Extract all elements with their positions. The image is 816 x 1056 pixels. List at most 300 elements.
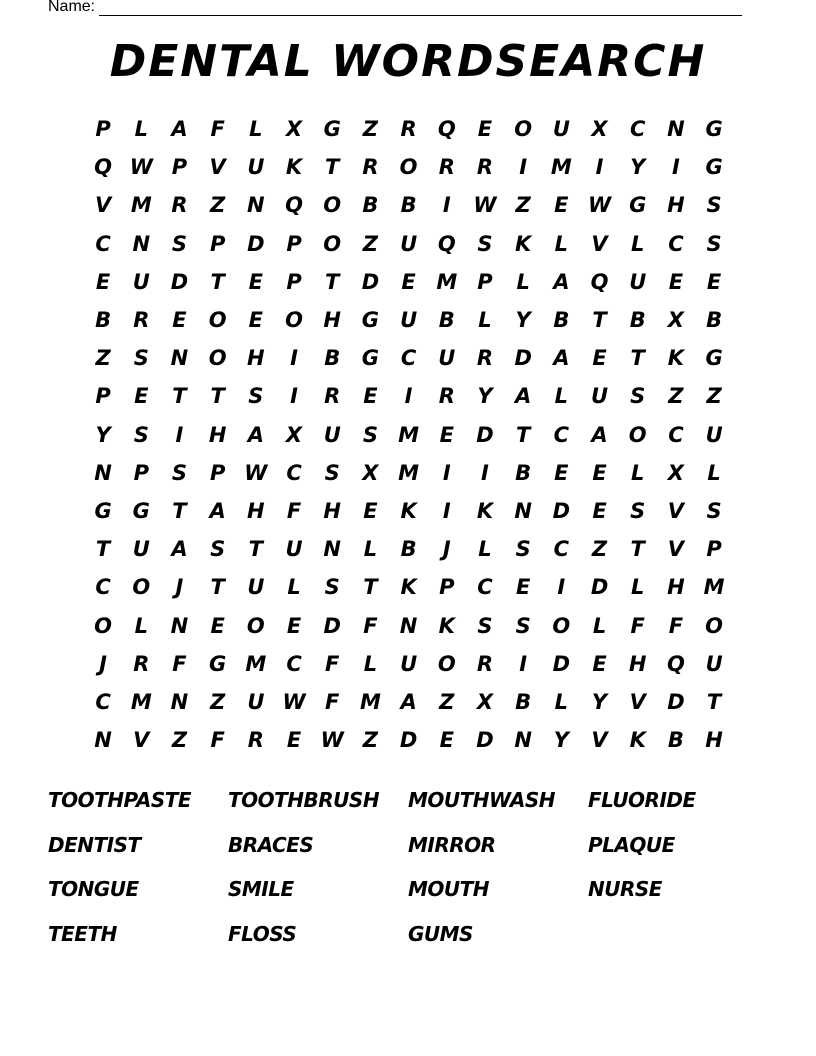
grid-letter[interactable]: K xyxy=(629,728,646,753)
grid-letter[interactable]: Y xyxy=(630,155,646,180)
grid-letter[interactable]: K xyxy=(515,231,532,256)
grid-letter[interactable]: D xyxy=(552,651,571,676)
grid-letter[interactable]: S xyxy=(171,231,188,256)
word-list-item: SMILE xyxy=(228,877,294,901)
grid-letter[interactable]: C xyxy=(95,231,111,256)
grid-letter[interactable]: W xyxy=(244,460,268,485)
grid-letter[interactable]: Z xyxy=(210,193,226,218)
grid-letter[interactable]: R xyxy=(171,193,188,218)
grid-letter[interactable]: O xyxy=(208,308,227,333)
grid-letter[interactable]: H xyxy=(667,575,685,600)
grid-letter[interactable]: T xyxy=(172,498,187,523)
grid-letter[interactable]: D xyxy=(667,689,685,714)
grid-letter[interactable]: N xyxy=(514,498,532,523)
grid-letter[interactable]: Y xyxy=(95,422,111,447)
grid-letter[interactable]: D xyxy=(514,346,532,371)
grid-letter[interactable]: Z xyxy=(591,537,608,562)
grid-letter[interactable]: I xyxy=(404,384,413,409)
grid-letter[interactable]: E xyxy=(706,269,722,294)
grid-letter[interactable]: B xyxy=(515,689,532,714)
grid-letter[interactable]: J xyxy=(175,575,184,600)
grid-letter[interactable]: M xyxy=(130,193,152,218)
grid-letter[interactable]: L xyxy=(478,308,492,333)
word-list-item: PLAQUE xyxy=(588,832,675,857)
grid-letter[interactable]: E xyxy=(477,117,493,142)
grid-letter[interactable]: G xyxy=(705,346,723,371)
grid-letter[interactable]: E xyxy=(554,460,569,485)
word-list-item: FLOSS xyxy=(228,921,297,946)
grid-letter[interactable]: G xyxy=(629,193,647,218)
grid-letter[interactable]: G xyxy=(132,498,150,523)
grid-letter[interactable]: F xyxy=(325,689,340,714)
grid-letter[interactable]: L xyxy=(631,575,645,600)
grid-letter[interactable]: S xyxy=(515,537,531,562)
grid-letter[interactable]: A xyxy=(209,498,226,523)
grid-letter[interactable]: E xyxy=(439,728,454,753)
grid-letter[interactable]: E xyxy=(554,193,569,218)
grid-letter[interactable]: O xyxy=(705,613,724,638)
grid-letter[interactable]: N xyxy=(247,193,265,218)
grid-letter[interactable]: L xyxy=(631,460,645,485)
grid-letter[interactable]: Y xyxy=(591,689,608,714)
grid-letter[interactable]: L xyxy=(363,537,378,562)
grid-letter[interactable]: V xyxy=(629,689,646,714)
grid-letter[interactable]: V xyxy=(667,498,685,523)
word-list-item: NURSE xyxy=(588,877,662,901)
grid-letter[interactable]: P xyxy=(439,575,455,600)
grid-letter[interactable]: X xyxy=(591,117,608,142)
grid-letter[interactable]: E xyxy=(210,613,225,638)
grid-letter[interactable]: H xyxy=(628,651,647,676)
grid-letter[interactable]: G xyxy=(94,498,112,523)
grid-letter[interactable]: M xyxy=(398,422,420,447)
grid-letter[interactable]: G xyxy=(705,155,723,180)
grid-letter[interactable]: L xyxy=(478,537,492,562)
grid-letter[interactable]: E xyxy=(401,269,416,294)
grid-letter[interactable]: Z xyxy=(362,231,379,256)
grid-letter[interactable]: E xyxy=(134,384,149,409)
grid-letter[interactable]: W xyxy=(129,155,153,180)
grid-letter[interactable]: R xyxy=(476,155,494,180)
grid-letter[interactable]: P xyxy=(95,384,111,409)
grid-letter[interactable]: T xyxy=(515,422,531,447)
grid-letter[interactable]: D xyxy=(476,728,494,753)
grid-letter[interactable]: F xyxy=(363,613,378,638)
grid-letter[interactable]: A xyxy=(171,537,188,562)
grid-letter[interactable]: D xyxy=(399,728,418,753)
grid-letter[interactable]: W xyxy=(320,728,344,753)
grid-letter[interactable]: F xyxy=(210,728,225,753)
grid-letter[interactable]: Y xyxy=(553,728,569,753)
grid-letter[interactable]: O xyxy=(437,651,456,676)
grid-letter[interactable]: T xyxy=(248,537,263,562)
grid-letter[interactable]: U xyxy=(132,537,150,562)
grid-letter[interactable]: D xyxy=(361,269,380,294)
grid-letter[interactable]: O xyxy=(628,422,647,447)
grid-letter[interactable]: U xyxy=(400,651,418,676)
grid-letter[interactable]: Z xyxy=(95,346,111,371)
grid-letter[interactable]: S xyxy=(362,422,378,447)
grid-letter[interactable]: L xyxy=(249,117,263,142)
grid-letter[interactable]: I xyxy=(290,346,298,371)
grid-letter[interactable]: I xyxy=(481,460,489,485)
grid-letter[interactable]: H xyxy=(705,728,723,753)
grid-letter[interactable]: S xyxy=(706,193,722,218)
grid-letter[interactable]: F xyxy=(286,498,302,523)
grid-letter[interactable]: X xyxy=(667,460,684,485)
grid-letter[interactable]: C xyxy=(286,651,302,676)
grid-letter[interactable]: E xyxy=(363,498,378,523)
grid-letter[interactable]: C xyxy=(286,460,302,485)
grid-letter[interactable]: E xyxy=(286,613,302,638)
grid-letter[interactable]: K xyxy=(476,498,494,523)
grid-letter[interactable]: V xyxy=(94,193,112,218)
grid-letter[interactable]: P xyxy=(286,231,302,256)
grid-letter[interactable]: O xyxy=(246,613,265,638)
grid-letter[interactable]: B xyxy=(362,193,379,218)
grid-letter[interactable]: L xyxy=(363,651,378,676)
grid-letter[interactable]: L xyxy=(707,460,721,485)
grid-letter[interactable]: A xyxy=(515,384,532,409)
grid-letter[interactable]: I xyxy=(595,155,604,180)
grid-letter[interactable]: S xyxy=(133,346,149,371)
grid-letter[interactable]: R xyxy=(324,384,341,409)
grid-letter[interactable]: B xyxy=(400,537,417,562)
grid-letter[interactable]: N xyxy=(94,460,112,485)
grid-letter[interactable]: C xyxy=(95,689,111,714)
grid-letter[interactable]: L xyxy=(592,613,607,638)
word-list-item: TONGUE xyxy=(48,877,139,901)
grid-letter[interactable]: E xyxy=(286,728,302,753)
grid-letter[interactable]: D xyxy=(476,422,494,447)
grid-letter[interactable]: D xyxy=(323,613,341,638)
grid-letter[interactable]: P xyxy=(171,155,188,180)
grid-letter[interactable]: D xyxy=(247,231,265,256)
grid-letter[interactable]: E xyxy=(95,269,111,294)
grid-letter[interactable]: I xyxy=(442,193,451,218)
grid-letter[interactable]: Q xyxy=(94,155,113,180)
grid-letter[interactable]: I xyxy=(671,155,680,180)
grid-letter[interactable]: V xyxy=(591,728,608,753)
grid-letter[interactable]: S xyxy=(515,613,531,638)
grid-letter[interactable]: F xyxy=(325,651,340,676)
grid-letter[interactable]: P xyxy=(209,460,226,485)
grid-letter[interactable]: B xyxy=(629,308,646,333)
grid-letter[interactable]: H xyxy=(247,346,265,371)
grid-letter[interactable]: E xyxy=(592,498,607,523)
grid-letter[interactable]: C xyxy=(668,422,684,447)
grid-letter[interactable]: E xyxy=(248,269,264,294)
grid-letter[interactable]: C xyxy=(95,575,111,600)
grid-letter[interactable]: P xyxy=(477,269,493,294)
grid-letter[interactable]: E xyxy=(515,575,531,600)
grid-letter[interactable]: R xyxy=(362,155,379,180)
grid-letter[interactable]: L xyxy=(554,384,569,409)
grid-letter[interactable]: A xyxy=(171,117,188,142)
grid-letter[interactable]: S xyxy=(706,498,722,523)
grid-letter[interactable]: U xyxy=(552,117,570,142)
grid-letter[interactable]: H xyxy=(323,498,341,523)
grid-letter[interactable]: R xyxy=(400,117,417,142)
grid-letter[interactable]: L xyxy=(554,689,569,714)
grid-letter[interactable]: N xyxy=(667,117,685,142)
grid-letter[interactable]: U xyxy=(247,689,265,714)
grid-letter[interactable]: I xyxy=(519,155,528,180)
grid-letter[interactable]: X xyxy=(285,117,303,142)
name-field[interactable] xyxy=(48,0,748,16)
grid-letter[interactable]: L xyxy=(631,231,645,256)
grid-letter[interactable]: C xyxy=(630,117,646,142)
grid-letter[interactable]: Z xyxy=(171,728,188,753)
grid-letter[interactable]: E xyxy=(172,308,187,333)
grid-letter[interactable]: L xyxy=(516,269,530,294)
grid-letter[interactable]: X xyxy=(362,460,379,485)
grid-letter[interactable]: I xyxy=(519,651,528,676)
grid-letter[interactable]: U xyxy=(247,155,265,180)
grid-letter[interactable]: S xyxy=(133,422,149,447)
grid-letter[interactable]: N xyxy=(514,728,532,753)
grid-letter[interactable]: G xyxy=(361,346,380,371)
grid-letter[interactable]: P xyxy=(286,269,302,294)
grid-letter[interactable]: S xyxy=(630,498,646,523)
grid-letter[interactable]: M xyxy=(703,575,725,600)
grid-letter[interactable]: O xyxy=(285,308,303,333)
grid-letter[interactable]: R xyxy=(133,308,150,333)
grid-letter[interactable]: B xyxy=(706,308,723,333)
word-list-item: FLUORIDE xyxy=(588,788,696,812)
grid-letter[interactable]: P xyxy=(706,537,722,562)
grid-letter[interactable]: O xyxy=(323,231,342,256)
grid-letter[interactable]: C xyxy=(400,346,417,371)
grid-letter[interactable]: M xyxy=(436,269,458,294)
grid-letter[interactable]: B xyxy=(515,460,532,485)
grid-letter[interactable]: R xyxy=(438,384,455,409)
grid-letter[interactable]: C xyxy=(553,537,570,562)
grid-letter[interactable]: F xyxy=(630,613,645,638)
grid-letter[interactable]: L xyxy=(287,575,301,600)
grid-letter[interactable]: Z xyxy=(362,728,379,753)
grid-letter[interactable]: R xyxy=(476,651,494,676)
grid-letter[interactable]: Q xyxy=(437,117,456,142)
grid-letter[interactable]: J xyxy=(442,537,451,562)
grid-letter[interactable]: T xyxy=(210,575,225,600)
word-list-item: TOOTHPASTE xyxy=(48,788,192,812)
grid-letter[interactable]: Z xyxy=(210,689,226,714)
grid-letter[interactable]: U xyxy=(247,575,265,600)
grid-letter[interactable]: E xyxy=(592,460,607,485)
grid-letter[interactable]: M xyxy=(130,689,152,714)
grid-letter[interactable]: W xyxy=(282,689,306,714)
grid-letter[interactable]: O xyxy=(208,346,227,371)
grid-letter[interactable]: U xyxy=(591,384,609,409)
grid-letter[interactable]: T xyxy=(95,537,111,562)
grid-letter[interactable]: N xyxy=(399,613,418,638)
grid-letter[interactable]: C xyxy=(668,231,684,256)
grid-letter[interactable]: S xyxy=(477,231,493,256)
grid-letter[interactable]: S xyxy=(630,384,646,409)
grid-letter[interactable]: A xyxy=(247,422,264,447)
grid-letter[interactable]: U xyxy=(323,422,341,447)
grid-letter[interactable]: H xyxy=(667,193,685,218)
grid-letter[interactable]: J xyxy=(99,651,107,676)
grid-letter[interactable]: U xyxy=(705,651,723,676)
grid-letter[interactable]: O xyxy=(323,193,342,218)
grid-letter[interactable]: U xyxy=(438,346,456,371)
grid-letter[interactable]: I xyxy=(290,384,298,409)
grid-letter[interactable]: H xyxy=(247,498,265,523)
grid-letter[interactable]: T xyxy=(706,689,722,714)
grid-letter[interactable]: O xyxy=(132,575,151,600)
grid-letter[interactable]: Z xyxy=(362,117,379,142)
grid-letter[interactable]: O xyxy=(552,613,571,638)
grid-letter[interactable]: N xyxy=(132,231,151,256)
grid-letter[interactable]: R xyxy=(476,346,494,371)
grid-letter[interactable]: C xyxy=(477,575,493,600)
word-list-item: MOUTHWASH xyxy=(408,788,555,812)
grid-letter[interactable]: T xyxy=(325,269,340,294)
grid-letter[interactable]: E xyxy=(592,346,607,371)
grid-letter[interactable]: E xyxy=(248,308,264,333)
grid-letter[interactable]: Z xyxy=(515,193,531,218)
grid-letter[interactable]: I xyxy=(442,498,451,523)
grid-letter[interactable]: I xyxy=(175,422,184,447)
grid-letter[interactable]: S xyxy=(324,460,340,485)
grid-letter[interactable]: T xyxy=(592,308,607,333)
grid-letter[interactable]: F xyxy=(668,613,684,638)
grid-letter[interactable]: A xyxy=(553,269,570,294)
grid-letter[interactable]: Q xyxy=(590,269,609,294)
grid-letter[interactable]: N xyxy=(94,728,112,753)
grid-letter[interactable]: Z xyxy=(706,384,722,409)
grid-letter[interactable]: N xyxy=(170,346,189,371)
grid-letter[interactable]: V xyxy=(133,728,150,753)
grid-letter[interactable]: B xyxy=(667,728,684,753)
grid-letter[interactable]: A xyxy=(591,422,608,447)
grid-letter[interactable]: T xyxy=(172,384,187,409)
grid-letter[interactable]: G xyxy=(209,651,227,676)
grid-letter[interactable]: G xyxy=(705,117,723,142)
grid-letter[interactable]: S xyxy=(706,231,722,256)
grid-letter[interactable]: S xyxy=(477,613,493,638)
grid-letter[interactable]: T xyxy=(630,346,645,371)
grid-letter[interactable]: B xyxy=(95,308,112,333)
grid-letter[interactable]: E xyxy=(439,422,454,447)
grid-letter[interactable]: E xyxy=(668,269,684,294)
grid-letter[interactable]: Q xyxy=(285,193,303,218)
grid-letter[interactable]: L xyxy=(134,613,148,638)
grid-letter[interactable]: Q xyxy=(437,231,456,256)
grid-letter[interactable]: F xyxy=(172,651,187,676)
grid-letter[interactable]: M xyxy=(550,155,572,180)
grid-letter[interactable]: M xyxy=(245,651,267,676)
grid-letter[interactable]: R xyxy=(438,155,455,180)
grid-letter[interactable]: B xyxy=(438,308,455,333)
grid-letter[interactable]: T xyxy=(210,384,225,409)
grid-letter[interactable]: K xyxy=(438,613,455,638)
grid-letter[interactable]: O xyxy=(514,117,533,142)
grid-letter[interactable]: N xyxy=(170,613,189,638)
grid-letter[interactable]: T xyxy=(363,575,378,600)
grid-letter[interactable]: S xyxy=(210,537,226,562)
grid-letter[interactable]: E xyxy=(363,384,378,409)
grid-letter[interactable]: B xyxy=(553,308,570,333)
grid-letter[interactable]: A xyxy=(553,346,570,371)
grid-letter[interactable]: V xyxy=(667,537,685,562)
grid-letter[interactable]: C xyxy=(553,422,570,447)
grid-letter[interactable]: W xyxy=(473,193,497,218)
grid-letter[interactable]: L xyxy=(134,117,148,142)
grid-letter[interactable]: Q xyxy=(666,651,685,676)
grid-letter[interactable]: B xyxy=(400,193,417,218)
grid-letter[interactable]: D xyxy=(170,269,189,294)
grid-letter[interactable]: F xyxy=(210,117,225,142)
grid-letter[interactable]: Y xyxy=(477,384,493,409)
grid-letter[interactable]: P xyxy=(209,231,226,256)
grid-letter[interactable]: X xyxy=(285,422,303,447)
grid-letter[interactable]: L xyxy=(554,231,569,256)
grid-letter[interactable]: H xyxy=(323,308,341,333)
grid-letter[interactable]: U xyxy=(629,269,647,294)
grid-letter[interactable]: O xyxy=(399,155,418,180)
grid-letter[interactable]: T xyxy=(325,155,340,180)
grid-letter[interactable]: U xyxy=(400,308,418,333)
grid-letter[interactable]: E xyxy=(592,651,607,676)
grid-letter[interactable]: X xyxy=(476,689,494,714)
grid-letter[interactable]: V xyxy=(209,155,226,180)
grid-letter[interactable]: U xyxy=(132,269,150,294)
grid-letter[interactable]: M xyxy=(398,460,420,485)
grid-letter[interactable]: T xyxy=(210,269,225,294)
grid-letter[interactable]: U xyxy=(285,537,303,562)
grid-letter[interactable]: O xyxy=(94,613,113,638)
name-line[interactable] xyxy=(99,0,742,16)
grid-letter[interactable]: K xyxy=(667,346,685,371)
grid-letter[interactable]: G xyxy=(361,308,380,333)
grid-letter[interactable]: R xyxy=(247,728,264,753)
grid-letter[interactable]: S xyxy=(324,575,340,600)
grid-letter[interactable]: S xyxy=(248,384,264,409)
grid-letter[interactable]: V xyxy=(591,231,608,256)
grid-letter[interactable]: K xyxy=(400,575,417,600)
grid-letter[interactable]: U xyxy=(705,422,723,447)
grid-letter[interactable]: W xyxy=(587,193,612,218)
grid-letter[interactable]: S xyxy=(171,460,188,485)
grid-letter[interactable]: G xyxy=(323,117,341,142)
grid-letter[interactable]: T xyxy=(630,537,645,562)
grid-letter[interactable]: X xyxy=(667,308,684,333)
grid-letter[interactable]: H xyxy=(208,422,227,447)
grid-letter[interactable]: Z xyxy=(439,689,455,714)
grid-letter[interactable]: I xyxy=(557,575,566,600)
grid-letter[interactable]: D xyxy=(552,498,571,523)
grid-letter[interactable]: R xyxy=(133,651,150,676)
grid-letter[interactable]: Z xyxy=(668,384,684,409)
grid-letter[interactable]: P xyxy=(95,117,111,142)
grid-letter[interactable]: I xyxy=(442,460,451,485)
word-list-item: TOOTHBRUSH xyxy=(228,788,380,812)
grid-letter[interactable]: K xyxy=(400,498,417,523)
grid-letter[interactable]: D xyxy=(590,575,609,600)
grid-letter[interactable]: M xyxy=(359,689,381,714)
grid-letter[interactable]: N xyxy=(323,537,341,562)
grid-letter[interactable]: K xyxy=(285,155,303,180)
grid-letter[interactable]: N xyxy=(170,689,189,714)
grid-letter[interactable]: Y xyxy=(515,308,531,333)
grid-letter[interactable]: B xyxy=(324,346,341,371)
grid-letter[interactable]: U xyxy=(400,231,418,256)
grid-letter[interactable]: P xyxy=(133,460,149,485)
grid-letter[interactable]: A xyxy=(400,689,417,714)
